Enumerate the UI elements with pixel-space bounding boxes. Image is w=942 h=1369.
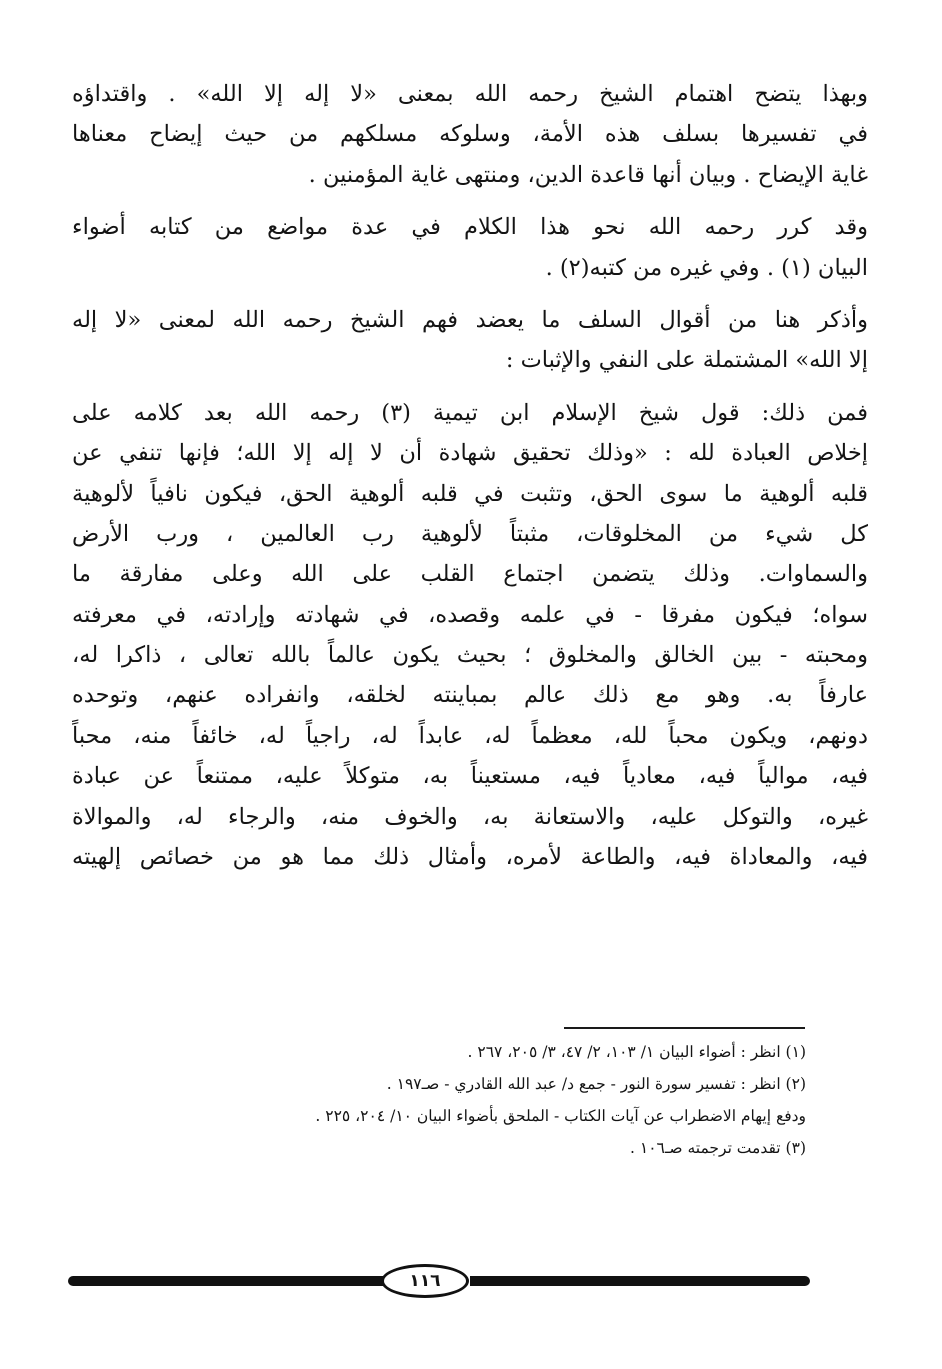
- footnotes: [180, 1036, 806, 1164]
- text-line: فيه، والمعاداة فيه، والطاعة لأمره، وأمثال ذلك مما هو من خصائص إلهيته: [72, 844, 868, 871]
- page-number-badge: [381, 1264, 469, 1298]
- paragraph-spacer: [72, 288, 868, 300]
- footnote-separator: [564, 1027, 805, 1029]
- text-line: غاية الإيضاح . وبيان أنها قاعدة الدين، ومنتهى غاية المؤمنين .: [308, 161, 868, 188]
- paragraph-3: [72, 300, 868, 381]
- text-line: فيه، موالياً فيه، معادياً فيه، مستعيناً به، متوكلاً عليه، ممتنعاً عن عبادة: [72, 763, 868, 790]
- text-line: دونهم، ويكون محباً لله، معظماً له، عابداً له، راجياً له، خائفاً منه، محباً: [72, 722, 868, 749]
- footnote-2-continuation: ودفع إيهام الاضطراب عن آيات الكتاب - الملحق بأضواء البيان ١٠/ ٢٠٤، ٢٢٥ .: [315, 1107, 806, 1125]
- page-number-bar-right: [470, 1276, 810, 1286]
- footnote-1: (١) انظر : أضواء البيان ١/ ١٠٣، ٢/ ٤٧، ٣/ ٢٠٥، ٢٦٧ .: [467, 1043, 806, 1061]
- main-text: [72, 74, 868, 877]
- text-line: ومحبته - بين الخالق والمخلوق ؛ بحيث يكون عالماً بالله تعالى ، ذاكرا له،: [72, 642, 868, 669]
- paragraph-1: [72, 74, 868, 195]
- paragraph-2: [72, 207, 868, 288]
- page-number: ١١٦: [409, 1271, 441, 1291]
- text-line: قلبه ألوهية ما سوى الحق، وتثبت في قلبه ألوهية الحق، فيكون نافياً لألوهية: [72, 480, 868, 507]
- text-line: فمن ذلك: قول شيخ الإسلام ابن تيمية (٣) رحمه الله بعد كلامه على: [72, 399, 868, 426]
- text-line: في تفسيرها بسلف هذه الأمة، وسلوكه مسلكهم من حيث إيضاح معناها: [72, 121, 868, 148]
- text-line: وقد كرر رحمه الله نحو هذا الكلام في عدة مواضع من كتابه أضواء: [72, 214, 868, 241]
- text-line: عارفاً به. وهو مع ذلك عالم بمباينته لخلقه، وانفراده عنهم، وتوحده: [72, 682, 868, 709]
- footnote-2: (٢) انظر : تفسير سورة النور - جمع د/ عبد الله القادري - صـ١٩٧ .: [386, 1075, 806, 1093]
- text-line: غيره، والتوكل عليه، والاستعانة به، والخوف منه، والرجاء له، والموالاة: [72, 803, 868, 830]
- text-line: كل شيء من المخلوقات، مثبتاً لألوهية رب العالمين ، ورب الأرض: [72, 520, 868, 547]
- paragraph-4: [72, 393, 868, 878]
- text-line: والسماوات. وذلك يتضمن اجتماع القلب على الله وعلى مفارقة ما: [72, 561, 868, 588]
- text-line: إخلاص العبادة لله : «وذلك تحقيق شهادة أن لا إله إلا الله؛ فإنها تنفي عن: [72, 440, 868, 467]
- text-line: سواه؛ فيكون مفرقا - في علمه وقصده، في شهادته وإرادته، في معرفته: [72, 601, 868, 628]
- footnote-3: (٣) تقدمت ترجمته صـ١٠٦ .: [630, 1139, 806, 1157]
- page-number-bar-left: [68, 1276, 408, 1286]
- text-line: وبهذا يتضح اهتمام الشيخ رحمه الله بمعنى «لا إله إلا الله» . واقتداؤه: [72, 81, 868, 107]
- paragraph-spacer: [72, 381, 868, 393]
- paragraph-spacer: [72, 195, 868, 207]
- text-line: البيان (١) . وفي غيره من كتبه(٢) .: [545, 254, 868, 281]
- text-line: إلا الله» المشتملة على النفي والإثبات :: [505, 347, 868, 374]
- text-line: وأذكر هنا من أقوال السلف ما يعضد فهم الشيخ رحمه الله لمعنى «لا إله: [72, 306, 868, 333]
